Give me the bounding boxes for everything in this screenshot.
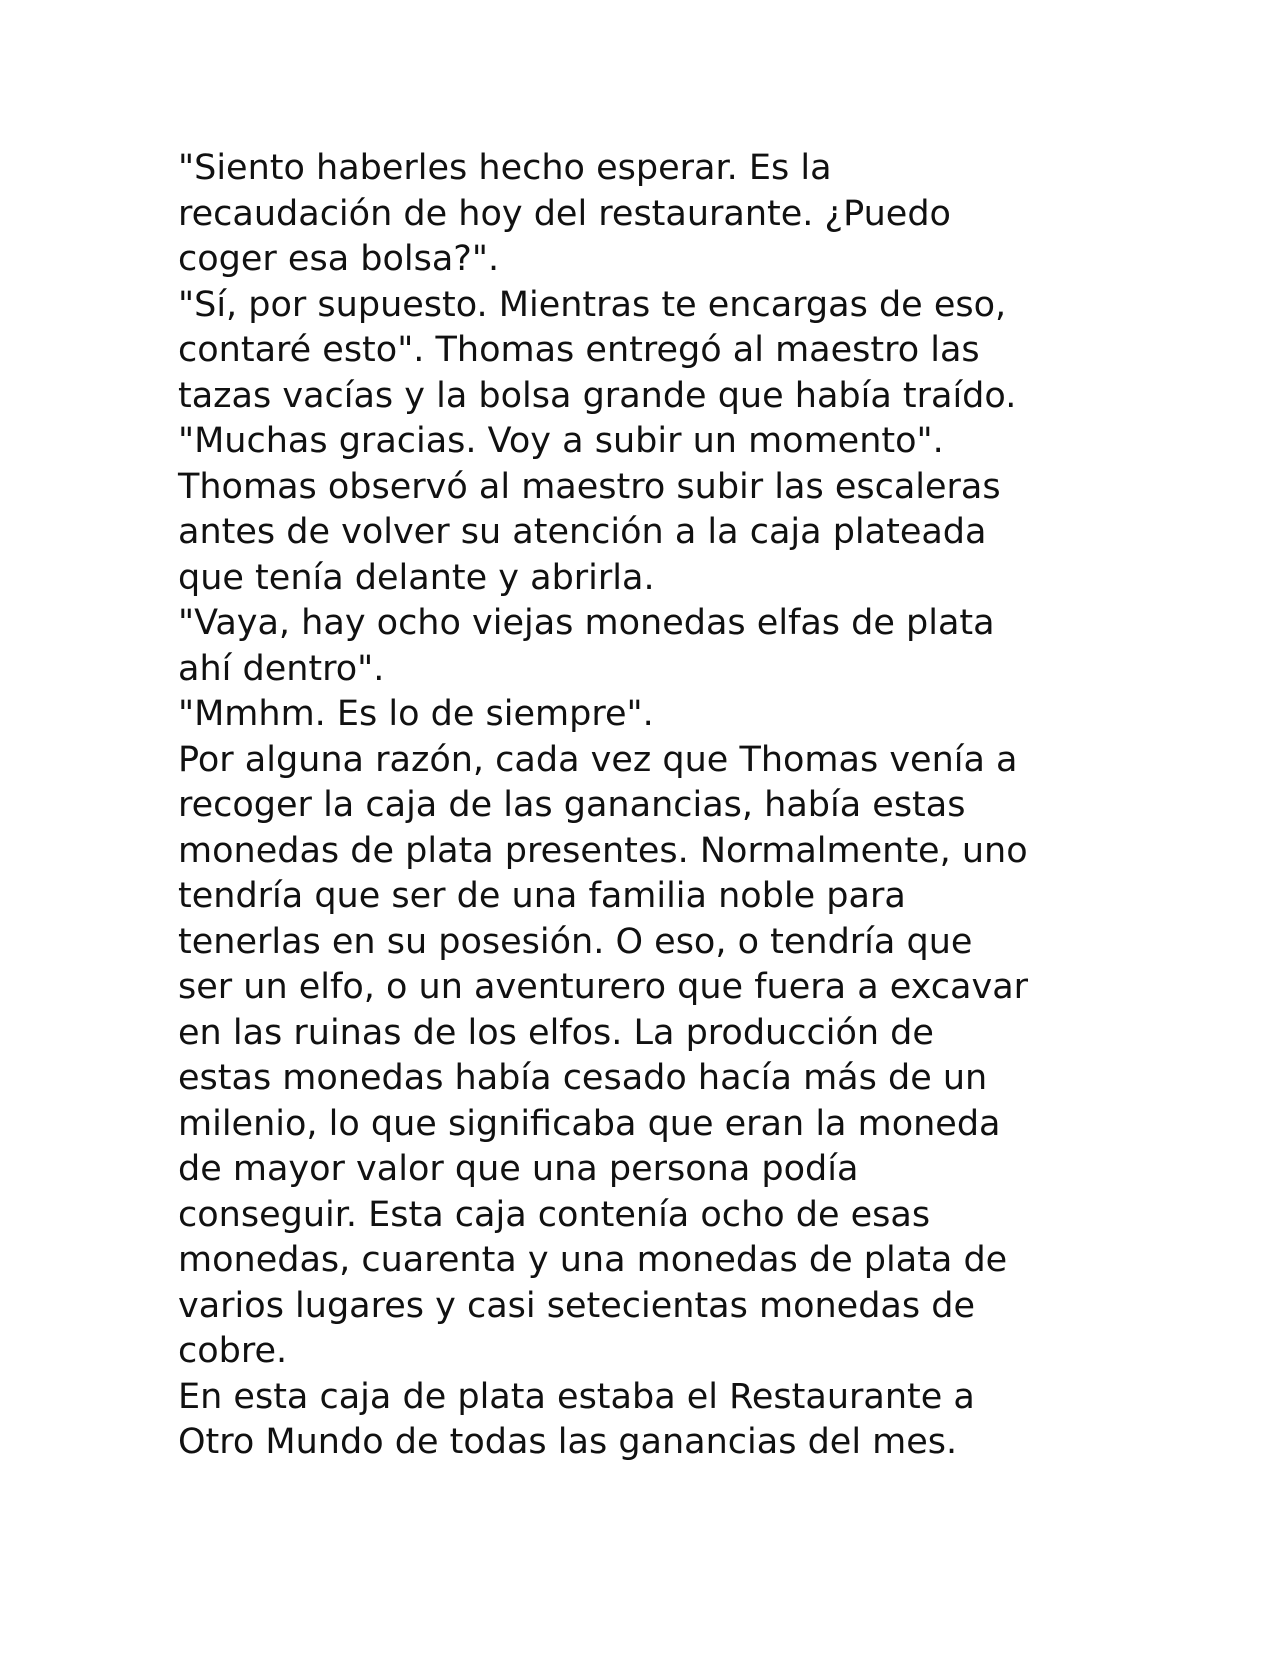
text-line: "Siento haberles hecho esperar. Es la bbox=[178, 148, 832, 188]
body-text bbox=[178, 146, 1178, 1466]
text-line: que tenía delante y abrirla. bbox=[178, 557, 655, 598]
text-line: En esta caja de plata estaba el Restaurante a bbox=[178, 1376, 975, 1417]
text-line: de mayor valor que una persona podía bbox=[178, 1149, 859, 1189]
text-line: tenerlas en su posesión. O eso, o tendría que bbox=[178, 921, 973, 962]
text-line: "Mmhm. Es lo de siempre". bbox=[178, 694, 654, 734]
text-line: milenio, lo que significaba que eran la moneda bbox=[178, 1103, 1001, 1144]
text-line: contaré esto". Thomas entregó al maestro las bbox=[178, 330, 980, 370]
text-line: "Muchas gracias. Voy a subir un momento". bbox=[178, 421, 944, 461]
text-line: coger esa bolsa?". bbox=[178, 239, 500, 279]
text-line: "Sí, por supuesto. Mientras te encargas de eso, bbox=[178, 284, 1007, 325]
text-line: monedas de plata presentes. Normalmente, uno bbox=[178, 830, 1028, 871]
text-line: antes de volver su atención a la caja plateada bbox=[178, 512, 987, 552]
text-line: varios lugares y casi setecientas monedas de bbox=[178, 1285, 975, 1326]
text-line: Thomas observó al maestro subir las escaleras bbox=[178, 466, 1001, 507]
text-line: ahí dentro". bbox=[178, 648, 385, 689]
text-line: conseguir. Esta caja contenía ocho de esas bbox=[178, 1194, 931, 1235]
text-line: recaudación de hoy del restaurante. ¿Puedo bbox=[178, 193, 951, 234]
text-line: estas monedas había cesado hacía más de un bbox=[178, 1058, 988, 1098]
text-line: monedas, cuarenta y una monedas de plata de bbox=[178, 1240, 1008, 1280]
text-line: "Vaya, hay ocho viejas monedas elfas de plata bbox=[178, 603, 995, 643]
text-line: cobre. bbox=[178, 1331, 288, 1371]
text-line: ser un elfo, o un aventurero que fuera a excavar bbox=[178, 967, 1029, 1007]
text-line: Por alguna razón, cada vez que Thomas venía a bbox=[178, 739, 1018, 780]
text-line: tendría que ser de una familia noble para bbox=[178, 876, 906, 916]
text-line: recoger la caja de las ganancias, había estas bbox=[178, 785, 966, 825]
text-line: Otro Mundo de todas las ganancias del mes. bbox=[178, 1422, 958, 1462]
text-line: en las ruinas de los elfos. La producción de bbox=[178, 1012, 934, 1053]
text-line: tazas vacías y la bolsa grande que había traído. bbox=[178, 375, 1017, 416]
